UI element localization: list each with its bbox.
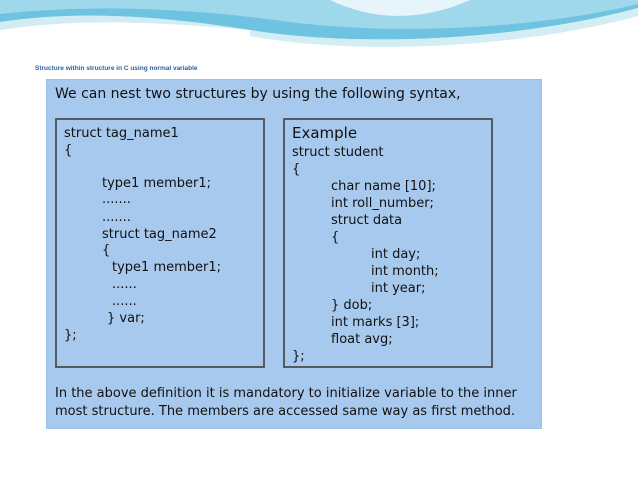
content-panel [46,79,542,429]
code-line: { [64,143,73,158]
code-line: int month; [371,264,439,279]
code-line: { [331,230,340,245]
code-line: int marks [3]; [331,315,420,330]
code-line: } var; [107,311,145,326]
example-heading: Example [292,124,358,142]
code-line: { [292,162,301,177]
code-line: type1 member1; [112,260,222,275]
outro-line: most structure. The members are accessed same way as first method. [55,404,516,419]
code-line: struct data [331,213,403,228]
code-line: struct tag_name1 [64,126,179,141]
intro-text: We can nest two structures by using the following syntax, [55,86,461,102]
slide-title: Structure within structure in C using normal variable [35,65,198,72]
syntax-code-box [55,118,265,368]
header-wave-decoration [0,0,638,70]
code-line: int year; [371,281,426,296]
code-line: int roll_number; [331,196,434,211]
code-line: ....... [102,192,131,207]
code-line: float avg; [331,332,393,347]
outro-text [55,385,535,421]
code-line: int day; [371,247,421,262]
code-line: ....... [102,210,131,225]
code-line: }; [292,349,305,364]
code-line: } dob; [331,298,373,313]
code-line: type1 member1; [102,176,212,191]
outro-line: In the above definition it is mandatory to initialize variable to the inner [55,386,517,401]
example-code-box [283,118,493,368]
code-line: struct student [292,145,384,160]
code-line: char name [10]; [331,179,436,194]
code-line: struct tag_name2 [102,227,217,242]
code-line: { [102,243,111,258]
code-line: }; [64,328,77,343]
code-line: ...... [112,277,137,292]
code-line: ...... [112,294,137,309]
